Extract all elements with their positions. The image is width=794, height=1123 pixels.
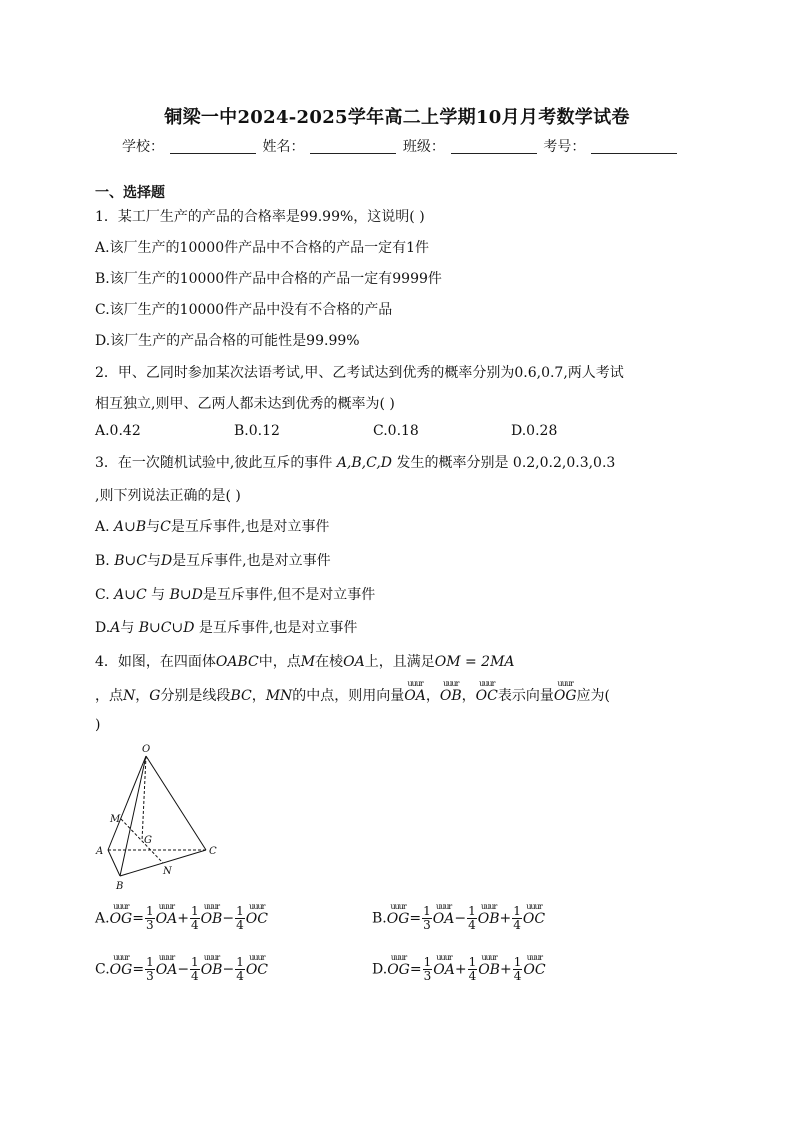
q3-option-d-tail: 是互斥事件,也是对立事件 [198,620,358,636]
label-c: C [209,846,217,857]
q4-option-c [95,956,268,983]
q4-option-a-frac2-num: 1 [190,904,199,918]
q4-option-a-frac1 [145,905,155,932]
label-n: N [163,866,172,877]
q4-option-b-vec3: uuur OC [523,911,545,927]
class-blank[interactable] [451,139,537,154]
q4-option-c-sign2: − [222,961,235,978]
q3-option-c-expr1: A∪C [114,587,147,603]
q4-condition: OM = 2MA [434,654,515,670]
q1-stem: 1．某工厂生产的产品的合格率是99.99%，这说明( ) [95,209,425,225]
q3-event-vars: A,B,C,D [336,455,392,471]
q3-option-a-tail: 是互斥事件,也是对立事件 [170,519,330,535]
q4-l1-a: 4．如图，在四面体 [95,654,216,670]
q4-option-d [372,956,546,983]
q4-option-a-frac3-den: 4 [236,918,244,932]
q3-option-c-label: C. [95,587,110,603]
q4-point-n: N [123,688,136,704]
q4-option-b-frac2-den: 4 [468,918,476,932]
q4-vec-oc: uuur OC [476,688,498,704]
exam-number-blank[interactable] [591,139,677,154]
section-heading: 一、选择题 [95,185,165,201]
q4-option-b-eq: = [409,910,422,927]
q1-option-a: A.该厂生产的10000件产品中不合格的产品一定有1件 [95,240,430,256]
edge-oa [108,756,146,850]
class-label: 班级： [402,139,445,155]
q3-option-d-mid: 与 [120,620,135,636]
q3-option-d-var: A [110,620,121,636]
q4-option-d-frac1 [423,956,433,983]
q3-option-d-label: D. [95,620,111,636]
q4-option-a-sign1: + [177,910,189,927]
q4-l2-g: ， [251,688,266,704]
q3-stem-line2: ,则下列说法正确的是( ) [95,488,241,504]
q2-option-a: A.0.42 [95,423,141,439]
q1-option-d: D.该厂生产的产品合格的可能性是99.99% [95,333,360,349]
q3-option-a-mid: 与 [146,519,161,535]
q4-option-b-sign2: + [499,910,512,927]
q3-option-d [95,617,357,637]
q4-option-d-frac1-num: 1 [423,955,432,969]
name-blank[interactable] [310,139,396,154]
q4-option-d-frac3 [513,956,523,983]
q4-l1-e: 在棱 [315,654,344,670]
q4-option-a-sign2: − [222,910,235,927]
q4-option-c-sign1: − [177,961,190,978]
q4-option-a-frac1-den: 3 [145,918,154,932]
school-label: 学校： [122,139,164,155]
q4-comma1: ， [425,688,440,704]
q4-option-b-lhs: uuur OG [387,911,410,927]
q4-option-a-eq: = [132,910,144,927]
label-o: O [142,744,151,755]
q4-option-a-frac3-num: 1 [236,904,244,918]
q4-option-d-frac2 [468,956,478,983]
name-label: 姓名： [262,139,305,155]
q2-option-b: B.0.12 [234,423,280,439]
q4-option-d-frac3-den: 4 [513,969,522,983]
q1-option-b: B.该厂生产的10000件产品中合格的产品一定有9999件 [95,271,442,287]
q4-l2-a: ，点 [95,688,123,704]
q2-option-c: C.0.18 [373,423,419,439]
q4-option-c-vec1: uuur OA [156,962,178,978]
q4-option-d-sign1: + [454,961,467,978]
page-title: 铜梁一中2024-2025学年高二上学期10月月考数学试卷 [164,107,630,128]
q4-l2-e: 分别是线段 [160,688,231,704]
q4-option-a-frac1-num: 1 [145,904,154,918]
q3-option-c-mid: 与 [151,587,166,603]
q4-option-a-label: A. [95,910,110,927]
q4-point-g: G [149,688,161,704]
q4-option-b-frac2-num: 1 [468,904,476,918]
q4-option-b [372,905,545,932]
q4-option-c-frac1-num: 1 [146,955,154,969]
q4-option-b-label: B. [372,910,387,927]
q4-option-b-frac3-num: 1 [513,904,521,918]
label-m: M [110,814,121,825]
q4-option-c-vec3: uuur OC [246,962,268,978]
q4-l2-c: ， [135,688,150,704]
label-a: A [96,846,104,857]
q4-option-c-frac2-den: 4 [191,969,199,983]
q4-option-a-frac2 [190,905,200,932]
q3-option-b [95,550,331,570]
q4-option-b-sign1: − [454,910,467,927]
q4-option-c-eq: = [132,961,145,978]
q4-tetra-name: OABC [215,654,259,670]
q3-option-c-tail: 是互斥事件,但不是对立事件 [202,587,376,603]
q3-stem-post: 发生的概率分别是 [396,455,509,471]
q4-l1-c: 中，点 [258,654,301,670]
q3-option-b-label: B. [95,553,110,569]
q4-vec-ob: uuur OB [440,688,462,704]
q2-stem-line2: 相互独立,则甲、乙两人都未达到优秀的概率为( ) [95,396,395,412]
school-blank[interactable] [170,139,256,154]
q3-option-d-expr: B∪C∪D [138,620,195,636]
q3-option-a-expr: A∪B [114,519,147,535]
q4-option-d-frac1-den: 3 [423,969,432,983]
q1-option-c: C.该厂生产的10000件产品中没有不合格的产品 [95,302,393,318]
q3-stem-line1 [95,452,615,472]
q4-stem-line3: ) [95,717,101,733]
q4-option-d-vec3: uuur OC [523,962,545,978]
q2-option-d: D.0.28 [511,423,558,439]
q4-option-b-frac2 [467,905,477,932]
q4-vec-oa: uuur OA [404,688,426,704]
q4-option-c-label: C. [95,961,110,978]
q4-l1-g: 上，且满足 [364,654,435,670]
q4-option-d-sign2: + [499,961,512,978]
q4-option-d-vec1: uuur OA [433,962,455,978]
q3-stem-pre: 3．在一次随机试验中,彼此互斥的事件 [95,455,333,471]
q4-option-d-label: D. [372,961,388,978]
q4-option-d-lhs: uuur OG [387,962,410,978]
q4-option-a-frac2-den: 4 [190,918,199,932]
q4-option-b-vec1: uuur OA [433,911,455,927]
q4-option-d-vec2: uuur OB [478,962,500,978]
q4-l2-i: 的中点，则用向量 [292,688,405,704]
seg-og-hidden [142,756,146,841]
q4-stem-line1 [95,651,515,671]
q3-option-b-expr: B∪C [114,553,147,569]
q4-option-d-eq: = [409,961,422,978]
student-info-row [122,136,679,156]
q4-option-c-lhs: uuur OG [110,962,133,978]
q2-stem-line1: 2．甲、乙同时参加某次法语考试,甲、乙考试达到优秀的概率分别为0.6,0.7,两人考试 [95,365,624,381]
q3-option-c [95,584,375,604]
q4-option-c-frac3-num: 1 [236,955,244,969]
q3-option-a-var: C [160,519,171,535]
q4-option-b-frac3-den: 4 [513,918,521,932]
q3-option-c-expr2: B∪D [169,587,203,603]
q4-edge-oa: OA [343,654,365,670]
edge-ab [108,850,120,876]
q3-option-a-label: A. [95,519,110,535]
q4-stem-line2 [95,685,610,705]
edge-ob [120,756,146,876]
q4-option-a-vec1: uuur OA [156,911,178,927]
q4-option-b-frac1-num: 1 [423,904,431,918]
edge-oc [146,756,206,850]
q4-option-c-vec2: uuur OB [201,962,223,978]
label-b: B [116,881,124,892]
q4-option-d-frac2-den: 4 [468,969,477,983]
exam-number-label: 考号： [543,139,586,155]
q4-l2-j: 表示向量 [497,688,554,704]
q4-option-a-vec2: uuur OB [201,911,223,927]
q4-option-b-frac1-den: 3 [423,918,431,932]
label-g: G [144,835,152,846]
q4-option-c-frac2-num: 1 [191,955,199,969]
q4-option-c-frac3 [235,956,245,983]
q4-option-a-vec3: uuur OC [246,911,268,927]
q3-probabilities: 0.2,0.2,0.3,0.3 [512,455,616,471]
q4-option-c-frac1-den: 3 [146,969,154,983]
q4-point-m: M [300,654,316,670]
q4-option-b-vec2: uuur OB [478,911,500,927]
q4-vec-og: uuur OG [554,688,577,704]
q4-seg-bc: BC [230,688,252,704]
q3-option-b-mid: 与 [146,553,161,569]
q4-comma2: ， [461,688,476,704]
q4-l2-k: 应为( [576,688,610,704]
q4-option-c-frac3-den: 4 [236,969,244,983]
tetrahedron-figure [92,742,232,892]
q3-option-a [95,516,329,536]
q4-option-c-frac2 [190,956,200,983]
q4-option-c-frac1 [145,956,155,983]
q4-option-a [95,905,268,932]
q4-option-d-frac2-num: 1 [468,955,477,969]
q4-option-a-lhs: uuur OG [110,911,133,927]
q4-option-b-frac1 [422,905,432,932]
q4-option-b-frac3 [512,905,522,932]
q4-option-d-frac3-num: 1 [513,955,522,969]
q3-option-b-tail: 是互斥事件,也是对立事件 [172,553,331,569]
q4-option-a-frac3 [235,905,245,932]
q4-seg-mn: MN [265,688,293,704]
q3-option-b-var: D [160,553,173,569]
